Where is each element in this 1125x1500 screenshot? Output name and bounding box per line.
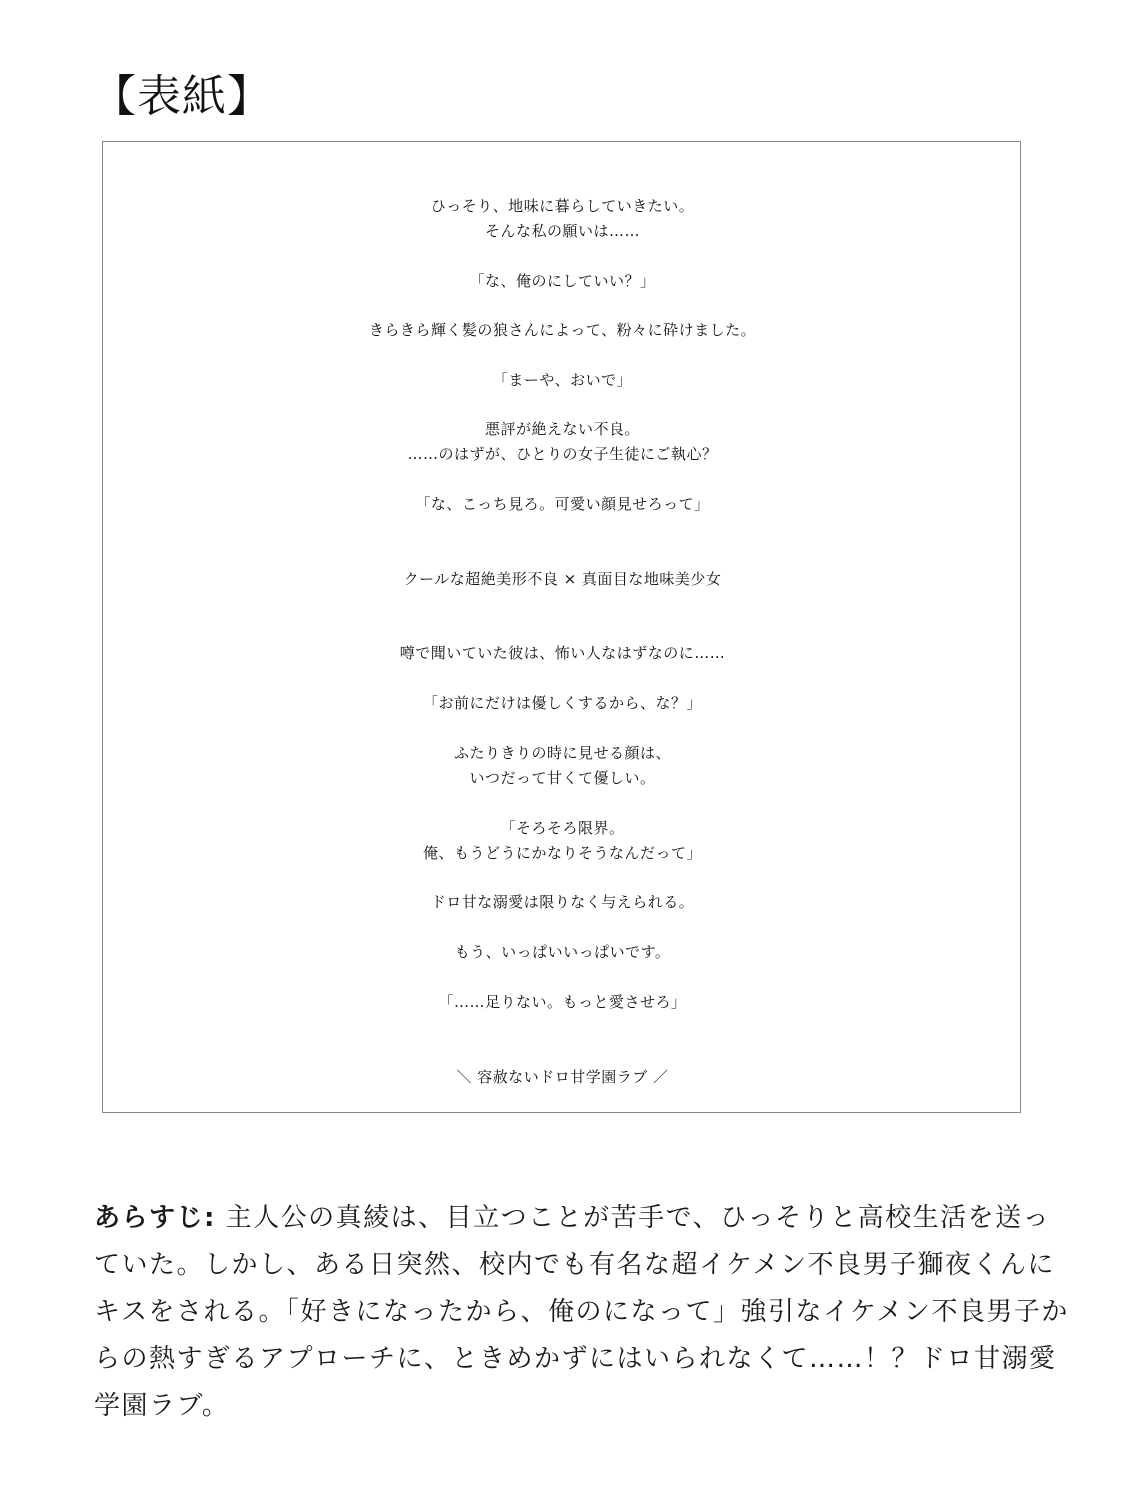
cover-line: 「そろそろ限界。 [500,819,625,837]
cover-line: そんな私の願いは…… [484,222,640,240]
cover-line: もう、いっぱいいっぱいです。 [454,943,671,961]
cover-line: 「……足りない。もっと愛させろ」 [438,993,687,1011]
cover-line: 「な、こっち見ろ。可愛い顔見せろって」 [415,495,710,513]
cover-line: ……のはずが、ひとりの女子生徒にご執心？ [407,445,718,463]
cover-line: クールな超絶美形不良 × 真面目な地味美少女 [403,570,722,588]
cover-line: ＼ 容赦ないドロ甘学園ラブ ／ [456,1068,669,1086]
cover-line: きらきら輝く髪の狼さんによって、粉々に砕けました。 [368,321,757,339]
synopsis-text: 主人公の真綾は、目立つことが苦手で、ひっそりと高校生活を送っていた。しかし、ある日突然、校内でも有名な超イケメン不良男子獅夜くんにキスをされる。「好きになったから、俺のになって」強引なイケメン不良男子からの熱すぎるアプローチに、ときめかずにはいられなくて……！？ドロ甘溺愛学園ラブ。 [94,1203,1069,1421]
synopsis-paragraph [94,1195,1069,1430]
cover-line: 「お前にだけは優しくするから、な？」 [422,694,702,712]
cover-line: 悪評が絶えない不良。 [484,420,640,438]
cover-line: 俺、もうどうにかなりそうなんだって」 [422,844,702,862]
synopsis-label: あらすじ: [94,1203,216,1233]
cover-line: 噂で聞いていた彼は、怖い人なはずなのに…… [399,644,726,662]
cover-line: ドロ甘な溺愛は限りなく与えられる。 [430,893,695,911]
cover-line: ひっそり、地味に暮らしていきたい。 [430,197,695,215]
cover-line: 「まーや、おいで」 [492,371,633,389]
page-heading: 【表紙】 [92,71,272,122]
cover-line: いつだって甘くて優しい。 [469,769,656,787]
cover-text-box [102,141,1021,1113]
cover-line: ふたりきりの時に見せる顔は、 [453,744,671,762]
cover-line: 「な、俺のにしていい？」 [469,272,656,290]
